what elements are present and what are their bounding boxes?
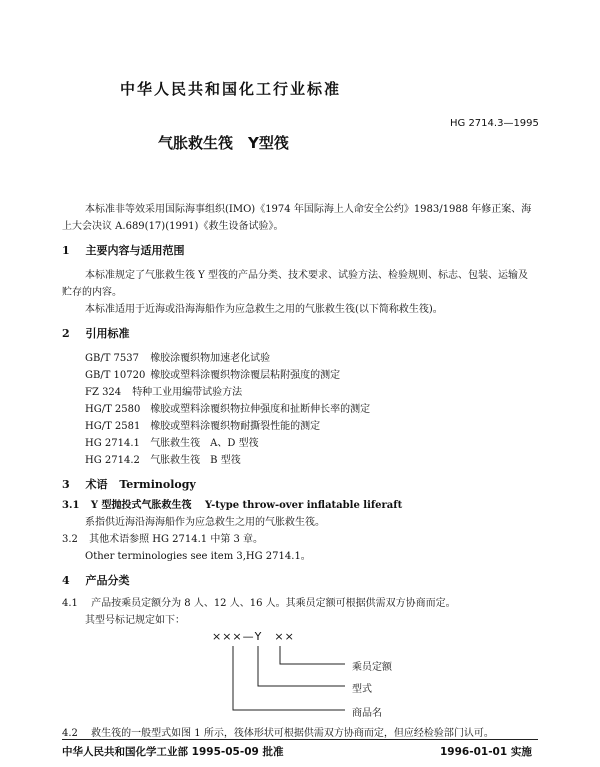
clause-4-1-line-2: 其型号标记规定如下：	[85, 615, 185, 626]
clause-body: 产品按乘员定额分为 8 人、12 人、16 人。其乘员定额可根据供需双方协商而定。	[91, 598, 456, 609]
leader-type	[258, 646, 345, 686]
clause-4-2	[62, 724, 494, 739]
approval-note: 中华人民共和国化学工业部 1995-05-09 批准	[62, 746, 284, 758]
clause-3-1-body: 系指供近海沿海海船作为应急救生之用的气胀救生筏。	[85, 517, 325, 528]
standard-number: HG 2714.3—1995	[450, 118, 539, 129]
label-type: 型式	[352, 684, 372, 695]
section-number: 1	[62, 244, 70, 257]
label-capacity: 乘员定额	[352, 662, 392, 673]
clause-title-en: Y-type throw-over inflatable liferaft	[205, 500, 403, 511]
footer-rule	[62, 739, 538, 740]
reference-title: 橡胶或塑料涂覆织物耐撕裂性能的测定	[150, 421, 321, 432]
reference-title: 气胀救生筏 B 型筏	[150, 455, 241, 466]
section-1-para-1-line-1: 本标准规定了气胀救生筏 Y 型筏的产品分类、技术要求、试验方法、检验规则、标志、包装、运输及	[85, 270, 528, 281]
reference-code: HG 2714.1	[85, 438, 140, 449]
section-number: 4	[62, 574, 70, 587]
intro-line-2: 上大会决议 A.689(17)(1991)《救生设备试验》。	[62, 221, 284, 232]
document-title: 气胀救生筏 Y型筏	[158, 134, 289, 152]
section-title: 引用标准	[85, 327, 130, 340]
section-1-para-1-line-2: 贮存的内容。	[62, 287, 122, 298]
reference-code: HG 2714.2	[85, 455, 140, 466]
reference-title: 橡胶或塑料涂覆织物拉伸强度和扯断伸长率的测定	[150, 404, 371, 415]
clause-title: Y 型抛投式气胀救生筏	[90, 500, 192, 511]
reference-code: FZ 324	[85, 387, 122, 398]
leader-product	[233, 646, 345, 710]
reference-title: 气胀救生筏 A、D 型筏	[150, 438, 259, 449]
clause-3-2-english: Other terminologies see item 3,HG 2714.1。	[85, 551, 311, 562]
reference-code: GB/T 7537	[85, 353, 140, 364]
leader-capacity	[280, 646, 345, 664]
intro-line-1: 本标准非等效采用国际海事组织(IMO)《1974 年国际海上人命安全公约》1983/1988 年修正案、海	[85, 204, 532, 215]
section-title: 术语	[85, 478, 108, 491]
reference-title: 特种工业用编带试验方法	[132, 387, 243, 398]
section-title: 产品分类	[85, 574, 130, 587]
clause-number: 3.1	[62, 500, 80, 511]
reference-code: GB/T 10720	[85, 370, 146, 381]
reference-code: HG/T 2580	[85, 404, 141, 415]
section-title-en: Terminology	[119, 478, 196, 491]
model-code: ×××—Y ××	[212, 630, 295, 643]
reference-title: 橡胶涂覆织物加速老化试验	[150, 353, 271, 364]
section-number: 3	[62, 478, 70, 491]
clause-number: 4.1	[62, 598, 78, 609]
section-1-para-2: 本标准适用于近海或沿海海船作为应急救生之用的气胀救生筏(以下简称救生筏)。	[85, 304, 443, 315]
effective-date: 1996-01-01 实施	[440, 746, 532, 758]
clause-number: 4.2	[62, 728, 78, 739]
org-title: 中华人民共和国化工行业标准	[120, 80, 342, 98]
section-title: 主要内容与适用范围	[85, 244, 185, 257]
clause-body: 其他术语参照 HG 2714.1 中第 3 章。	[89, 534, 264, 545]
clause-body: 救生筏的一般型式如图 1 所示，筏体形状可根据供需双方协商而定，但应经检验部门认可。	[91, 728, 494, 739]
reference-title: 橡胶或塑料涂覆织物涂覆层粘附强度的测定	[150, 370, 341, 381]
label-product-name: 商品名	[352, 708, 382, 719]
reference-code: HG/T 2581	[85, 421, 141, 432]
clause-number: 3.2	[62, 534, 78, 545]
section-number: 2	[62, 327, 70, 340]
